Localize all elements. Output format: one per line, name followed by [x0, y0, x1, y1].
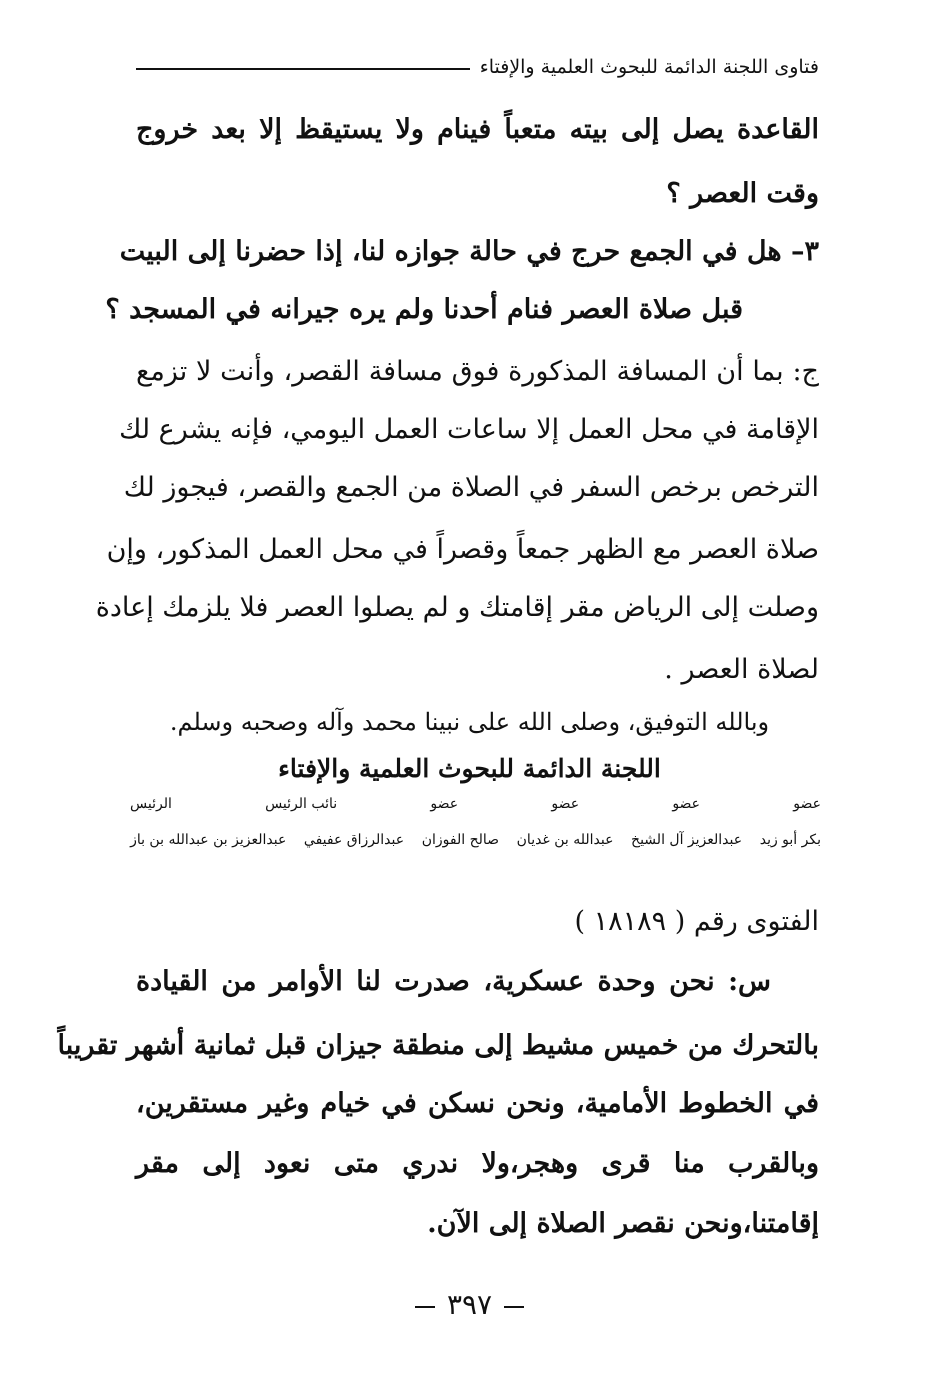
member-4: صالح الفوزان	[421, 832, 500, 848]
role-4: عضو	[430, 796, 459, 812]
fatwa-question-line-4: وبالقرب منا قرى وهجر،ولا ندري متى نعود إلى مقر	[136, 1148, 819, 1179]
member-5: عبدالرزاق عفيفي	[303, 832, 405, 848]
running-title: فتاوى اللجنة الدائمة للبحوث العلمية والإفتاء	[479, 56, 819, 78]
running-header	[136, 56, 819, 78]
role-5: نائب الرئيس	[265, 796, 338, 812]
question-3-line-2: قبل صلاة العصر فنام أحدنا ولم يره جيرانه في المسجد ؟	[105, 294, 743, 325]
role-2: عضو	[672, 796, 701, 812]
page-number	[0, 1288, 939, 1321]
member-1: بكر أبو زيد	[759, 832, 821, 848]
fatwa-question-line-2: بالتحرك من خميس مشيط إلى منطقة جيزان قبل ثمانية أشهر تقريباً	[57, 1030, 819, 1061]
role-3: عضو	[551, 796, 580, 812]
signature-roles	[130, 796, 821, 812]
question-continuation-line-2: وقت العصر ؟	[666, 178, 819, 209]
member-6: عبدالعزيز بن عبدالله بن باز	[130, 832, 287, 848]
answer-line-1: ج: بما أن المسافة المذكورة فوق مسافة القصر، وأنت لا تزمع	[136, 356, 819, 387]
question-3-line-1: ٣– هل في الجمع حرج في حالة جوازه لنا، إذا حضرنا إلى البيت	[119, 236, 819, 267]
page-number-value: ٣٩٧	[446, 1288, 493, 1321]
answer-line-2: الإقامة في محل العمل إلا ساعات العمل اليومي، فإنه يشرع لك	[119, 414, 819, 445]
answer-line-4: صلاة العصر مع الظهر جمعاً وقصراً في محل العمل المذكور، وإن	[106, 534, 819, 565]
fatwa-question-line-5: إقامتنا،ونحن نقصر الصلاة إلى الآن.	[427, 1208, 819, 1239]
signature-names	[130, 832, 821, 848]
header-rule	[136, 68, 470, 70]
answer-line-3: الترخص برخص السفر في الصلاة من الجمع والقصر، فيجوز لك	[123, 472, 819, 503]
answer-line-5: وصلت إلى الرياض مقر إقامتك و لم يصلوا العصر فلا يلزمك إعادة	[95, 592, 819, 623]
member-3: عبدالله بن غديان	[516, 832, 614, 848]
role-6: الرئيس	[130, 796, 172, 812]
committee-name: اللجنة الدائمة للبحوث العلمية والإفتاء	[278, 754, 661, 783]
closing-line: وبالله التوفيق، وصلى الله على نبينا محمد وآله وصحبه وسلم.	[169, 708, 770, 736]
member-2: عبدالعزيز آل الشيخ	[631, 832, 743, 848]
fatwa-question-line-1: س: نحن وحدة عسكرية، صدرت لنا الأوامر من القيادة	[136, 966, 771, 997]
role-1: عضو	[793, 796, 821, 812]
answer-line-6: لصلاة العصر .	[664, 654, 819, 685]
fatwa-question-line-3: في الخطوط الأمامية، ونحن نسكن في خيام وغير مستقرين،	[136, 1088, 819, 1119]
fatwa-number: الفتوى رقم ( ١٨١٨٩ )	[574, 906, 819, 937]
question-continuation-line-1: القاعدة يصل إلى بيته متعباً فينام ولا يستيقظ إلا بعد خروج	[136, 114, 819, 145]
